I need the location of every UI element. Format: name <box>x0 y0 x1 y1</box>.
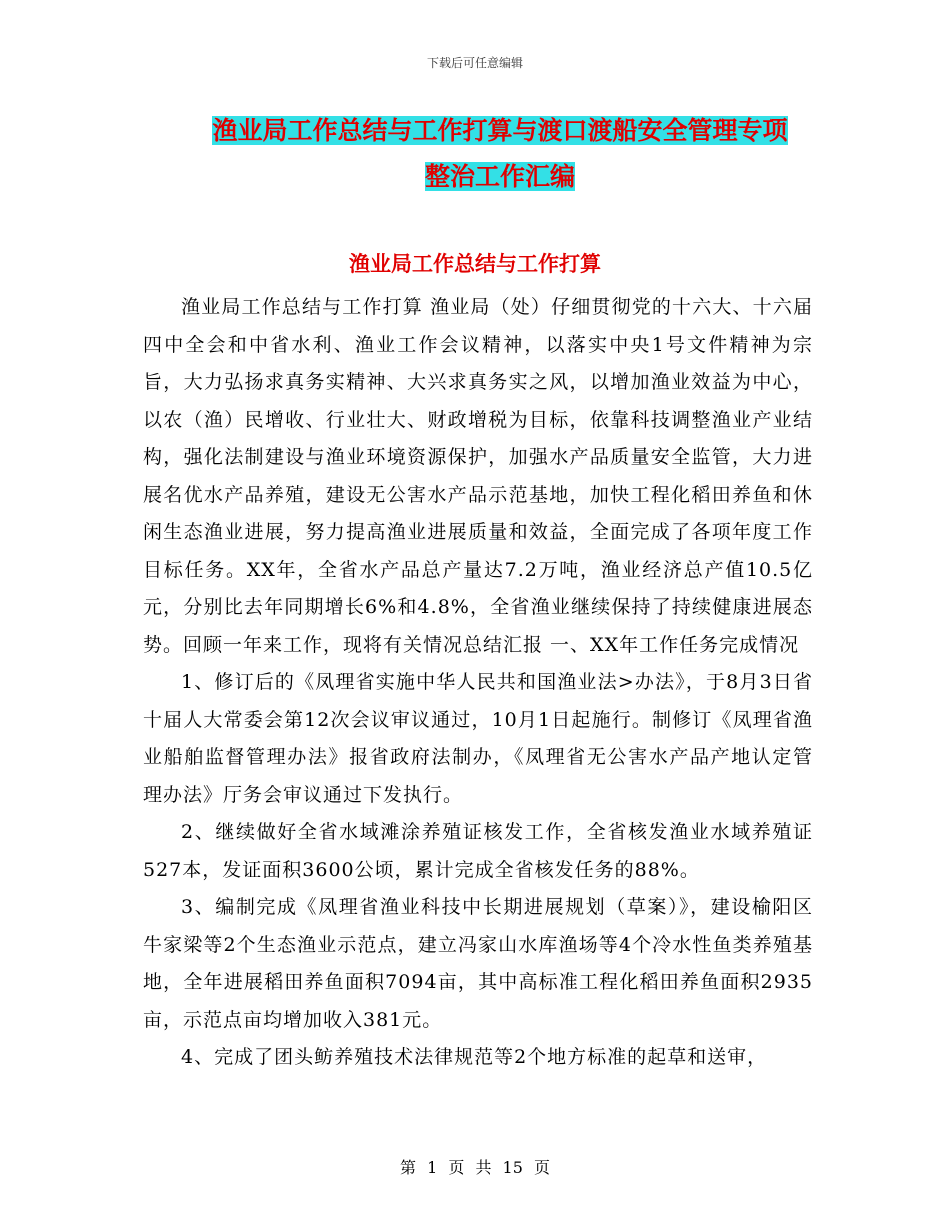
document-title <box>120 108 880 200</box>
paragraph-item-4: 4、完成了团头鲂养殖技术法律规范等2个地方标准的起草和送审， <box>181 1046 768 1068</box>
section-title: 渔业局工作总结与工作打算 <box>349 251 601 276</box>
title-line-2: 整治工作汇编 <box>424 162 575 191</box>
header-note: 下载后可任意编辑 <box>426 56 523 70</box>
paragraph-intro: 渔业局工作总结与工作打算 渔业局（处）仔细贯彻党的十六大、十六届四中全会和中省水利、渔业工作会议精神，以落实中央1号文件精神为宗旨，大力弘扬求真务实精神、大兴求真务实之风，以增加渔业效益为中心，以农（渔）民增收、行业壮大、财政增税为目标，依靠科技调整渔业产业结构，强化法制建设与渔业环境资源保护，加强水产品质量安全监管，大力进展名优水产品养殖，建设无公害水产品示范基地，加快工程化稻田养鱼和休闲生态渔业进展，努力提高渔业进展质量和效益，全面完成了各项年度工作目标任务。XX年，全省水产品总产量达7.2万吨，渔业经济总产值10.5亿元，分别比去年同期增长6%和4.8%，全省渔业继续保持了持续健康进展态势。回顾一年来工作，现将有关情况总结汇报 一、XX年工作任务完成情况 <box>143 296 813 656</box>
body-text <box>143 289 813 1077</box>
paragraph-item-2: 2、继续做好全省水域滩涂养殖证核发工作，全省核发渔业水域养殖证527本，发证面积3600公顷，累计完成全省核发任务的88%。 <box>143 821 813 881</box>
page-footer: 第 1 页 共 15 页 <box>400 1158 550 1177</box>
title-line-1: 渔业局工作总结与工作打算与渡口渡船安全管理专项 <box>212 116 788 145</box>
paragraph-item-1: 1、修订后的《凤理省实施中华人民共和国渔业法>办法》，于8月3日省十届人大常委会第12次会议审议通过，10月1日起施行。制修订《凤理省渔业船舶监督管理办法》报省政府法制办，《凤理省无公害水产品产地认定管理办法》厅务会审议通过下发执行。 <box>143 671 813 806</box>
paragraph-item-3: 3、编制完成《凤理省渔业科技中长期进展规划（草案）》，建设榆阳区牛家梁等2个生态渔业示范点，建立冯家山水库渔场等4个冷水性鱼类养殖基地，全年进展稻田养鱼面积7094亩，其中高标准工程化稻田养鱼面积2935亩，示范点亩均增加收入381元。 <box>143 896 813 1031</box>
